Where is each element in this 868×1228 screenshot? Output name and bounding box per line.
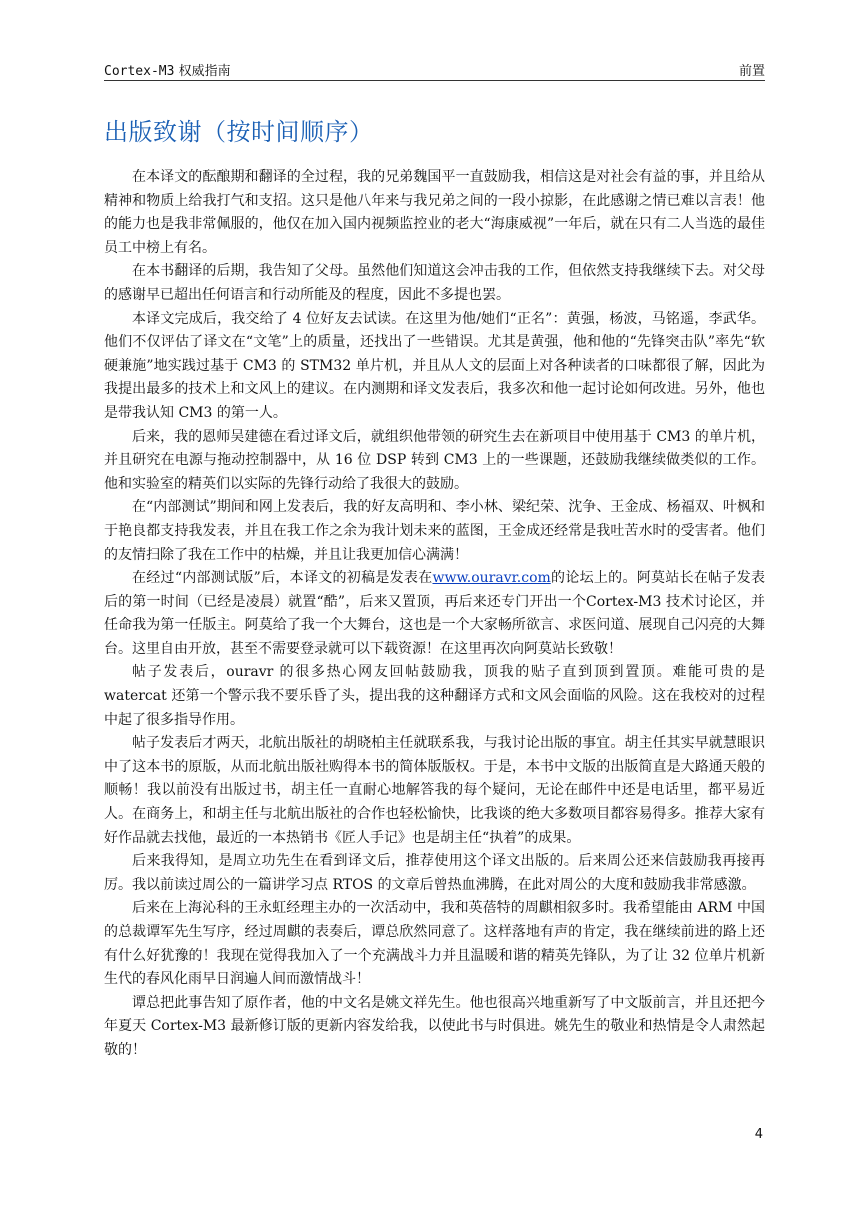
paragraph: 在本译文的酝酿期和翻译的全过程，我的兄弟魏国平一直鼓励我，相信这是对社会有益的事，并且给从精神和物质上给我打气和支招。这只是他八年来与我兄弟之间的一段小掠影，在此感谢之情已难以言表！他的能力也是我非常佩服的，他仅在加入国内视频监控业的老大“海康威视”一年后，就在只有二人当选的最佳员工中榜上有名。 bbox=[104, 169, 765, 256]
forum-text-after: 的论坛上的。阿莫站长在帖子发表后的第一时间（已经是凌晨）就置“酷”，后来又置顶，再后来还专门开出一个Cortex-M3 技术讨论区，并任命我为第一任版主。阿莫给了我一个大舞台，这也是一个大家畅所欲言、求医问道、展现自己闪亮的大舞台。这里自由开放，甚至不需要登录就可以下载资源！在这里再次向阿莫站长致敬！ bbox=[104, 570, 765, 657]
paragraph: 帖子发表后才两天，北航出版社的胡晓柏主任就联系我，与我讨论出版的事宜。胡主任其实早就慧眼识中了这本书的原版，从而北航出版社购得本书的简体版版权。于是，本书中文版的出版简直是大路通天般的顺畅！我以前没有出版过书，胡主任一直耐心地解答我的每个疑问，无论在邮件中还是电话里，都平易近人。在商务上，和胡主任与北航出版社的合作也轻松愉快，比我谈的绝大多数项目都容易得多。推荐大家有好作品就去找他，最近的一本热销书《匠人手记》也是胡主任“执着”的成果。 bbox=[104, 735, 765, 846]
paragraph: 谭总把此事告知了原作者，他的中文名是姚文祥先生。他也很高兴地重新写了中文版前言，并且还把今年夏天 Cortex-M3 最新修订版的更新内容发给我，以使此书与时俱进。姚先生的敬业和热情是令人肃然起敬的！ bbox=[104, 994, 765, 1058]
paragraph: 后来在上海沁科的王永虹经理主办的一次活动中，我和英蓓特的周麒相叙多时。我希望能由 ARM 中国的总裁谭军先生写序，经过周麒的表奏后，谭总欣然同意了。这样落地有声的肯定，我在继续前进的路上还有什么好犹豫的！我现在觉得我加入了一个充满战斗力并且温暖和谐的精英先锋队，为了让 32 位单片机新生代的春风化雨早日润遍人间而激情战斗！ bbox=[104, 900, 765, 988]
paragraph: 在本书翻译的后期，我告知了父母。虽然他们知道这会冲击我的工作，但依然支持我继续下去。对父母的感谢早已超出任何语言和行动所能及的程度，因此不多提也罢。 bbox=[104, 263, 765, 303]
paragraph: 在“内部测试”期间和网上发表后，我的好友高明和、李小林、梁纪荣、沈争、王金成、杨福双、叶枫和于艳良都支持我发表，并且在我工作之余为我计划未来的蓝图，王金成还经常是我吐苦水时的受害者。他们的友情扫除了我在工作中的枯燥，并且让我更加信心满满！ bbox=[104, 499, 765, 563]
page-title: 出版致谢（按时间顺序） bbox=[104, 118, 374, 146]
paragraph-forum bbox=[104, 567, 765, 661]
page-number: 4 bbox=[754, 1127, 763, 1142]
paragraph: 帖子发表后，ouravr 的很多热心网友回帖鼓励我，顶我的贴子直到顶到置顶。难能可贵的是 watercat 还第一个警示我不要乐昏了头，提出我的这种翻译方式和文风会面临的风险。这在我校对的过程中起了很多指导作用。 bbox=[104, 664, 765, 728]
forum-text-before: 在经过“内部测试版”后，本译文的初稿是发表在 bbox=[132, 570, 433, 587]
page-header bbox=[104, 58, 765, 81]
running-title-cn: 权威指南 bbox=[174, 64, 231, 79]
body-text bbox=[104, 166, 765, 1063]
running-title-latin: Cortex-M3 bbox=[104, 64, 175, 79]
running-title bbox=[104, 60, 231, 79]
ouravr-link[interactable]: www.ouravr.com bbox=[432, 570, 551, 587]
running-section: 前置 bbox=[738, 64, 765, 79]
paragraph: 本译文完成后，我交给了 4 位好友去试读。在这里为他/她们“正名”：黄强，杨波，马铭遥，李武华。他们不仅评估了译文在“文笔”上的质量，还找出了一些错误。尤其是黄强，他和他的“先锋突击队”率先“软硬兼施”地实践过基于 CM3 的 STM32 单片机，并且从人文的层面上对各种读者的口味都很了解，因此为我提出最多的技术上和文风上的建议。在内测期和译文发表后，我多次和他一起讨论如何改进。另外，他也是带我认知 CM3 的第一人。 bbox=[104, 310, 765, 421]
paragraph: 后来，我的恩师吴建德在看过译文后，就组织他带领的研究生去在新项目中使用基于 CM3 的单片机，并且研究在电源与拖动控制器中，从 16 位 DSP 转到 CM3 上的一些课题，还鼓励我继续做类似的工作。他和实验室的精英们以实际的先锋行动给了我很大的鼓励。 bbox=[104, 428, 765, 492]
paragraph: 后来我得知，是周立功先生在看到译文后，推荐使用这个译文出版的。后来周公还来信鼓励我再接再厉。我以前读过周公的一篇讲学习点 RTOS 的文章后曾热血沸腾，在此对周公的大度和鼓励我非常感激。 bbox=[104, 853, 765, 893]
